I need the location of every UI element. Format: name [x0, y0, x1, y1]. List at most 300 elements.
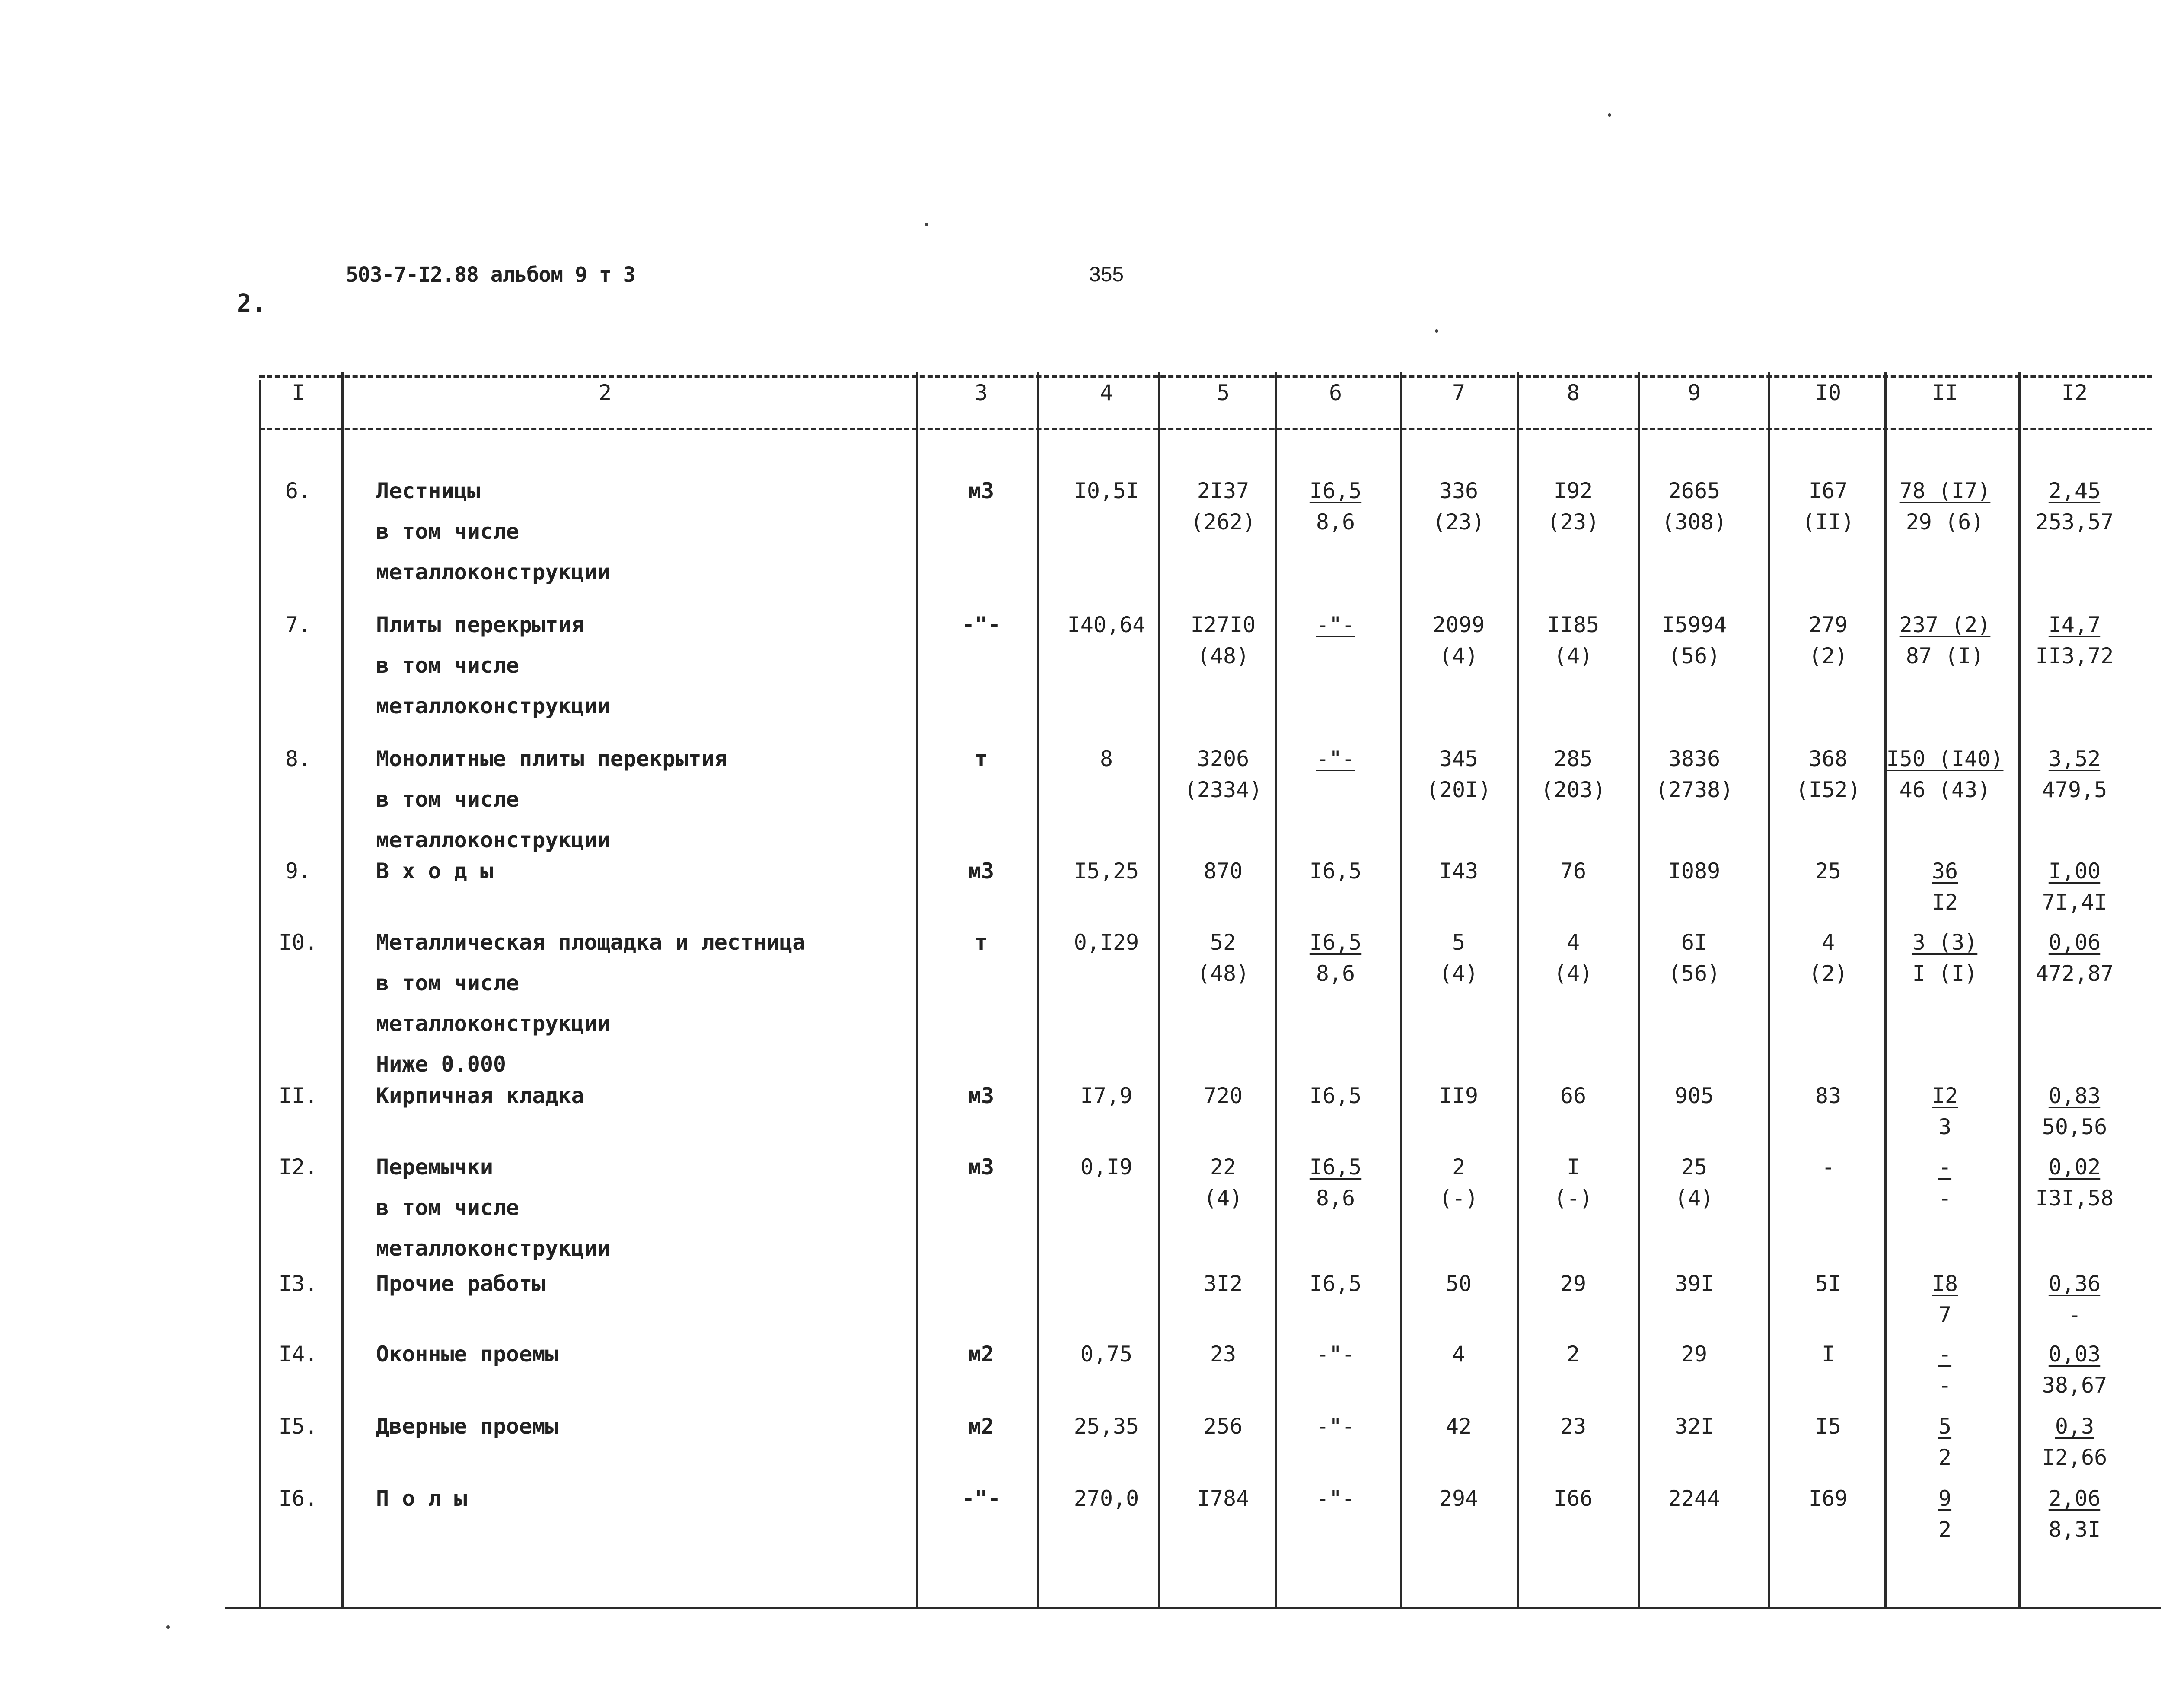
col6-cell-top: -"- [1316, 612, 1355, 637]
col9-cell [1675, 1268, 1714, 1299]
column-header: 3 [974, 380, 988, 405]
col5-cell-value: (48) [1197, 961, 1249, 986]
column-divider [2018, 372, 2021, 1608]
column-header: II [1932, 380, 1958, 405]
col7-cell [1439, 1483, 1478, 1514]
work-subline: Ниже 0.000 [376, 1052, 507, 1077]
col10-cell-value: (I52) [1795, 777, 1861, 802]
work-description [376, 475, 610, 597]
quantity-cell: 270,0 [1074, 1486, 1139, 1511]
row-number: I3. [278, 1271, 318, 1296]
col5-cell-value: (4) [1203, 1186, 1243, 1211]
col6-cell [1316, 1483, 1355, 1514]
col9-cell-value: (56) [1668, 961, 1721, 986]
unit-cell: м3 [968, 859, 994, 884]
col12-cell-top: 0,06 [2048, 930, 2101, 955]
col5-cell-value: (262) [1190, 509, 1256, 534]
work-subline: в том числе [376, 1195, 520, 1220]
col9-cell-value: 2665 [1668, 478, 1721, 503]
col7-cell-value: (23) [1432, 509, 1485, 534]
unit-cell: м2 [968, 1342, 994, 1367]
col11-cell-bottom: 2 [1938, 1445, 1952, 1470]
col9-cell-value: 6I [1681, 930, 1708, 955]
col9-cell-value: I089 [1668, 859, 1721, 884]
col11-cell-top: I8 [1932, 1271, 1958, 1296]
col8-cell-value: I [1566, 1155, 1580, 1180]
work-description [376, 856, 493, 896]
header-divider [259, 428, 2152, 430]
work-description [376, 1080, 584, 1121]
col7-cell [1439, 927, 1478, 989]
col8-cell-value: (23) [1547, 509, 1600, 534]
col10-cell-value: 5I [1815, 1271, 1842, 1296]
col12-cell-top: I4,7 [2048, 612, 2101, 637]
work-subline: в том числе [376, 787, 520, 812]
col5-cell [1184, 743, 1262, 805]
col5-cell-value: (48) [1197, 643, 1249, 668]
row-number: 7. [285, 612, 312, 637]
col9-cell-value: I5994 [1661, 612, 1727, 637]
quantity-cell: 25,35 [1074, 1414, 1139, 1439]
col12-cell [2036, 1151, 2114, 1214]
col8-cell [1554, 1483, 1593, 1514]
work-description [376, 743, 727, 865]
col11-cell-bottom: 2 [1938, 1517, 1952, 1542]
column-header: 8 [1566, 380, 1580, 405]
col6-cell [1316, 1411, 1355, 1442]
col5-cell [1191, 475, 1256, 538]
col11-cell [1932, 1268, 1958, 1330]
col9-cell-value: 39I [1674, 1271, 1714, 1296]
col7-cell [1426, 743, 1492, 805]
col11-cell-top: I50 (I40) [1886, 746, 2004, 771]
col11-cell [1932, 1080, 1958, 1142]
work-description [376, 1268, 545, 1309]
col6-cell-top: -"- [1316, 746, 1355, 771]
col11-cell [1912, 927, 1978, 989]
col11-cell-top: 5 [1938, 1414, 1952, 1439]
col10-cell [1809, 927, 1848, 989]
col5-cell-value: 22 [1210, 1155, 1237, 1180]
col11-cell-bottom: - [1938, 1186, 1952, 1211]
row-number: I5. [278, 1414, 318, 1439]
col6-cell-bottom: 8,6 [1316, 509, 1355, 534]
column-header: I [291, 380, 305, 405]
col10-cell-value: 83 [1815, 1083, 1842, 1108]
work-subline: в том числе [376, 519, 520, 544]
col12-cell [2042, 1411, 2107, 1473]
row-number: I6. [278, 1486, 318, 1511]
col9-cell-value: (2738) [1655, 777, 1734, 802]
unit-cell: т [974, 930, 988, 955]
work-description [376, 1411, 558, 1451]
column-header: 2 [598, 380, 612, 405]
col8-cell [1547, 609, 1599, 671]
page-number: 355 [1089, 263, 1124, 286]
col11-cell [1932, 856, 1958, 918]
unit-cell: -"- [961, 1486, 1001, 1511]
work-name: Прочие работы [376, 1271, 545, 1296]
col8-cell [1554, 1151, 1593, 1214]
col11-cell [1900, 609, 1991, 671]
work-description [376, 927, 805, 1089]
col9-cell-value: 3836 [1668, 746, 1721, 771]
col5-cell [1197, 1483, 1249, 1514]
col6-cell [1316, 609, 1355, 640]
col10-cell-value: I67 [1808, 478, 1848, 503]
column-header: 9 [1687, 380, 1701, 405]
col11-cell [1900, 475, 1991, 538]
page-mark: 2. [237, 289, 266, 318]
col8-cell-value: (4) [1553, 643, 1593, 668]
column-divider [1638, 372, 1640, 1608]
col11-cell [1887, 743, 2004, 805]
col6-cell [1316, 743, 1355, 774]
work-subline: металлоконструкции [376, 1011, 610, 1036]
column-divider [1884, 372, 1887, 1608]
col5-cell [1210, 1339, 1236, 1370]
col7-cell [1446, 1411, 1472, 1442]
work-description [376, 1151, 610, 1273]
col5-cell [1204, 1151, 1243, 1214]
col12-cell [2042, 743, 2107, 805]
col6-cell-top: -"- [1316, 1414, 1355, 1439]
col9-cell-value: 2244 [1668, 1486, 1721, 1511]
quantity-cell: 0,I29 [1074, 930, 1139, 955]
table-bottom-border [225, 1607, 2161, 1609]
col10-cell [1815, 856, 1841, 887]
col12-cell-bottom: I3I,58 [2035, 1186, 2114, 1211]
col7-cell-value: (20I) [1426, 777, 1492, 802]
col12-cell-top: 0,02 [2048, 1155, 2101, 1180]
col5-cell [1204, 1268, 1243, 1299]
unit-cell: м2 [968, 1414, 994, 1439]
col7-cell-value: 345 [1439, 746, 1479, 771]
col12-cell-top: I,00 [2048, 859, 2101, 884]
col5-cell [1204, 1080, 1243, 1111]
col7-cell-value: II9 [1439, 1083, 1479, 1108]
col11-cell-bottom: 7 [1938, 1302, 1952, 1327]
work-name: Монолитные плиты перекрытия [376, 746, 727, 771]
col12-cell-bottom: 479,5 [2042, 777, 2107, 802]
col12-cell [2036, 475, 2114, 538]
col9-cell [1662, 475, 1727, 538]
col10-cell [1815, 1268, 1841, 1299]
col6-cell [1310, 927, 1361, 989]
col6-cell [1310, 1151, 1361, 1214]
col8-cell-value: 2 [1566, 1342, 1580, 1367]
col10-cell [1796, 743, 1861, 805]
col10-cell [1802, 475, 1854, 538]
unit-cell: -"- [961, 612, 1001, 637]
quantity-cell: I5,25 [1074, 859, 1139, 884]
col12-cell-bottom: 472,87 [2035, 961, 2114, 986]
col10-cell-value: 4 [1821, 930, 1835, 955]
col8-cell-value: 66 [1560, 1083, 1587, 1108]
col9-cell [1655, 743, 1734, 805]
work-name: Дверные проемы [376, 1414, 558, 1439]
column-header: 6 [1329, 380, 1342, 405]
work-subline: металлоконструкции [376, 560, 610, 585]
col7-cell-value: I43 [1439, 859, 1479, 884]
col8-cell-value: 4 [1566, 930, 1580, 955]
col5-cell-value: 3206 [1197, 746, 1249, 771]
col8-cell-value: I92 [1553, 478, 1593, 503]
col5-cell-value: I784 [1197, 1486, 1249, 1511]
col7-cell [1452, 1339, 1465, 1370]
col6-cell-top: I6,5 [1309, 930, 1362, 955]
col12-cell-bottom: 38,67 [2042, 1373, 2107, 1398]
col11-cell-bottom: I (I) [1912, 961, 1978, 986]
col5-cell [1204, 856, 1243, 887]
col10-cell-value: - [1821, 1155, 1835, 1180]
col11-cell [1938, 1339, 1951, 1401]
column-divider [1400, 372, 1402, 1608]
col12-cell-top: 0,3 [2055, 1414, 2094, 1439]
row-number: 8. [285, 746, 312, 771]
col10-cell [1815, 1411, 1841, 1442]
col5-cell-value: 720 [1203, 1083, 1243, 1108]
work-name: Плиты перекрытия [376, 612, 584, 637]
col11-cell-bottom: I2 [1932, 890, 1958, 915]
col8-cell [1554, 927, 1593, 989]
col8-cell-value: 23 [1560, 1414, 1587, 1439]
col10-cell [1822, 1151, 1835, 1183]
col6-cell-bottom: 8,6 [1316, 1186, 1355, 1211]
col7-cell [1439, 856, 1478, 887]
row-number: 6. [285, 478, 312, 503]
col7-cell-value: 294 [1439, 1486, 1479, 1511]
col5-cell-value: 52 [1210, 930, 1237, 955]
column-header: 5 [1216, 380, 1230, 405]
col5-cell-value: 870 [1203, 859, 1243, 884]
row-number: II. [278, 1083, 318, 1108]
col8-cell [1560, 856, 1586, 887]
col7-cell-value: 2099 [1432, 612, 1485, 637]
col8-cell [1560, 1411, 1586, 1442]
col8-cell-value: 29 [1560, 1271, 1587, 1296]
col10-cell-value: I [1821, 1342, 1835, 1367]
column-divider [1768, 372, 1770, 1608]
unit-cell: м3 [968, 1083, 994, 1108]
col7-cell [1439, 1080, 1478, 1111]
col9-cell-value: 32I [1674, 1414, 1714, 1439]
scan-speck [925, 223, 928, 226]
col10-cell-value: (2) [1808, 961, 1848, 986]
table-top-border [259, 375, 2152, 378]
quantity-cell: I0,5I [1074, 478, 1139, 503]
col12-cell-bottom: 8,3I [2048, 1517, 2101, 1542]
work-name: Перемычки [376, 1155, 493, 1180]
work-name: Кирпичная кладка [376, 1083, 584, 1108]
col6-cell-top: I6,5 [1309, 1271, 1362, 1296]
col12-cell-bottom: II3,72 [2035, 643, 2114, 668]
column-divider [259, 380, 261, 1608]
column-divider [1158, 372, 1160, 1608]
col8-cell [1560, 1080, 1586, 1111]
column-divider [1275, 372, 1277, 1608]
col9-cell [1662, 609, 1727, 671]
col10-cell [1809, 1483, 1848, 1514]
quantity-cell: I40,64 [1067, 612, 1146, 637]
col10-cell-value: I69 [1808, 1486, 1848, 1511]
unit-cell: м3 [968, 1155, 994, 1180]
col12-cell-top: 3,52 [2048, 746, 2101, 771]
col6-cell [1316, 1339, 1355, 1370]
col10-cell-value: 368 [1808, 746, 1848, 771]
col7-cell [1439, 1151, 1478, 1214]
col8-cell [1547, 475, 1599, 538]
work-name: Лестницы [376, 478, 480, 503]
col12-cell [2042, 856, 2107, 918]
work-subline: металлоконструкции [376, 693, 610, 719]
col7-cell-value: 42 [1445, 1414, 1472, 1439]
unit-cell: т [974, 746, 988, 771]
col8-cell-value: 76 [1560, 859, 1587, 884]
scan-speck [1608, 113, 1611, 117]
column-divider [1517, 372, 1519, 1608]
col7-cell-value: 5 [1452, 930, 1466, 955]
col11-cell-top: 78 (I7) [1899, 478, 1991, 503]
column-header: 7 [1452, 380, 1466, 405]
work-subline: металлоконструкции [376, 1236, 610, 1261]
col6-cell [1310, 1080, 1361, 1111]
col5-cell [1197, 927, 1249, 989]
unit-cell: м3 [968, 478, 994, 503]
col11-cell-top: I2 [1932, 1083, 1958, 1108]
column-header: I0 [1815, 380, 1842, 405]
scan-speck [166, 1625, 170, 1629]
work-subline: металлоконструкции [376, 827, 610, 852]
col8-cell-value: II85 [1547, 612, 1600, 637]
col7-cell-value: (4) [1439, 961, 1479, 986]
col6-cell-bottom: 8,6 [1316, 961, 1355, 986]
document-code: 503-7-I2.88 альбом 9 т 3 [346, 263, 635, 287]
col10-cell [1822, 1339, 1835, 1370]
col9-cell-value: 25 [1681, 1155, 1708, 1180]
row-number: I0. [278, 930, 318, 955]
work-name: В х о д ы [376, 859, 493, 884]
quantity-cell: I7,9 [1080, 1083, 1133, 1108]
col11-cell-top: - [1938, 1155, 1952, 1180]
work-name: П о л ы [376, 1486, 467, 1511]
column-divider [916, 372, 918, 1608]
col11-cell-top: 237 (2) [1899, 612, 1991, 637]
col7-cell-value: (-) [1439, 1186, 1479, 1211]
col8-cell-value: 285 [1553, 746, 1593, 771]
col8-cell [1567, 1339, 1580, 1370]
col8-cell [1560, 1268, 1586, 1299]
col9-cell [1668, 1483, 1720, 1514]
col12-cell-bottom: - [2068, 1302, 2081, 1327]
column-header: 4 [1100, 380, 1113, 405]
col12-cell-top: 0,83 [2048, 1083, 2101, 1108]
col5-cell-value: 256 [1203, 1414, 1243, 1439]
work-subline: в том числе [376, 970, 520, 996]
col5-cell-value: (2334) [1184, 777, 1262, 802]
row-number: I4. [278, 1342, 318, 1367]
quantity-cell: 8 [1100, 746, 1113, 771]
col6-cell [1310, 856, 1361, 887]
col11-cell-bottom: - [1938, 1373, 1952, 1398]
col11-cell-top: - [1938, 1342, 1952, 1367]
col5-cell-value: I27I0 [1190, 612, 1256, 637]
work-description [376, 1483, 467, 1524]
col7-cell [1446, 1268, 1472, 1299]
work-name: Металлическая площадка и лестница [376, 930, 806, 955]
col10-cell-value: 279 [1808, 612, 1848, 637]
col6-cell [1310, 475, 1361, 538]
col11-cell [1938, 1151, 1951, 1214]
row-number: I2. [278, 1155, 318, 1180]
row-number: 9. [285, 859, 312, 884]
col5-cell [1191, 609, 1256, 671]
col9-cell-value: (308) [1661, 509, 1727, 534]
col9-cell [1668, 856, 1720, 887]
col6-cell-top: -"- [1316, 1486, 1355, 1511]
work-name: Оконные проемы [376, 1342, 558, 1367]
col6-cell-top: I6,5 [1309, 859, 1362, 884]
col12-cell-top: 0,36 [2048, 1271, 2101, 1296]
col11-cell-bottom: 3 [1938, 1114, 1952, 1139]
col12-cell-bottom: 253,57 [2035, 509, 2114, 534]
col12-cell-top: 2,45 [2048, 478, 2101, 503]
col7-cell [1433, 609, 1485, 671]
col9-cell [1681, 1339, 1707, 1370]
col10-cell [1809, 609, 1848, 671]
col7-cell [1433, 475, 1485, 538]
work-description [376, 609, 610, 731]
col5-cell-value: 2I37 [1197, 478, 1249, 503]
col8-cell [1541, 743, 1606, 805]
col12-cell [2042, 1080, 2107, 1142]
col6-cell-top: I6,5 [1309, 1155, 1362, 1180]
col7-cell-value: 2 [1452, 1155, 1466, 1180]
col11-cell-top: 36 [1932, 859, 1958, 884]
col12-cell-bottom: I2,66 [2042, 1445, 2107, 1470]
quantity-cell: 0,I9 [1080, 1155, 1133, 1180]
col9-cell-value: 29 [1681, 1342, 1708, 1367]
col9-cell [1668, 927, 1720, 989]
col10-cell-value: (II) [1802, 509, 1855, 534]
col7-cell-value: 336 [1439, 478, 1479, 503]
col9-cell-value: (4) [1674, 1186, 1714, 1211]
col9-cell-value: (56) [1668, 643, 1721, 668]
col7-cell-value: (4) [1439, 643, 1479, 668]
col8-cell-value: (203) [1540, 777, 1606, 802]
col12-cell [2036, 609, 2114, 671]
col8-cell-value: (-) [1553, 1186, 1593, 1211]
column-header: I2 [2061, 380, 2088, 405]
col6-cell-top: I6,5 [1309, 1083, 1362, 1108]
col12-cell [2049, 1268, 2100, 1330]
col9-cell [1675, 1151, 1714, 1214]
col12-cell [2042, 1339, 2107, 1401]
col11-cell-top: 9 [1938, 1486, 1952, 1511]
col11-cell [1938, 1483, 1951, 1545]
col8-cell-value: I66 [1553, 1486, 1593, 1511]
col6-cell-top: I6,5 [1309, 478, 1362, 503]
column-divider [1037, 372, 1039, 1608]
col6-cell [1310, 1268, 1361, 1299]
col6-cell-top: -"- [1316, 1342, 1355, 1367]
col5-cell [1204, 1411, 1243, 1442]
column-divider [341, 372, 344, 1608]
col11-cell-bottom: 87 (I) [1906, 643, 1984, 668]
col9-cell [1675, 1080, 1714, 1111]
col12-cell [2049, 1483, 2100, 1545]
col12-cell-bottom: 7I,4I [2042, 890, 2107, 915]
